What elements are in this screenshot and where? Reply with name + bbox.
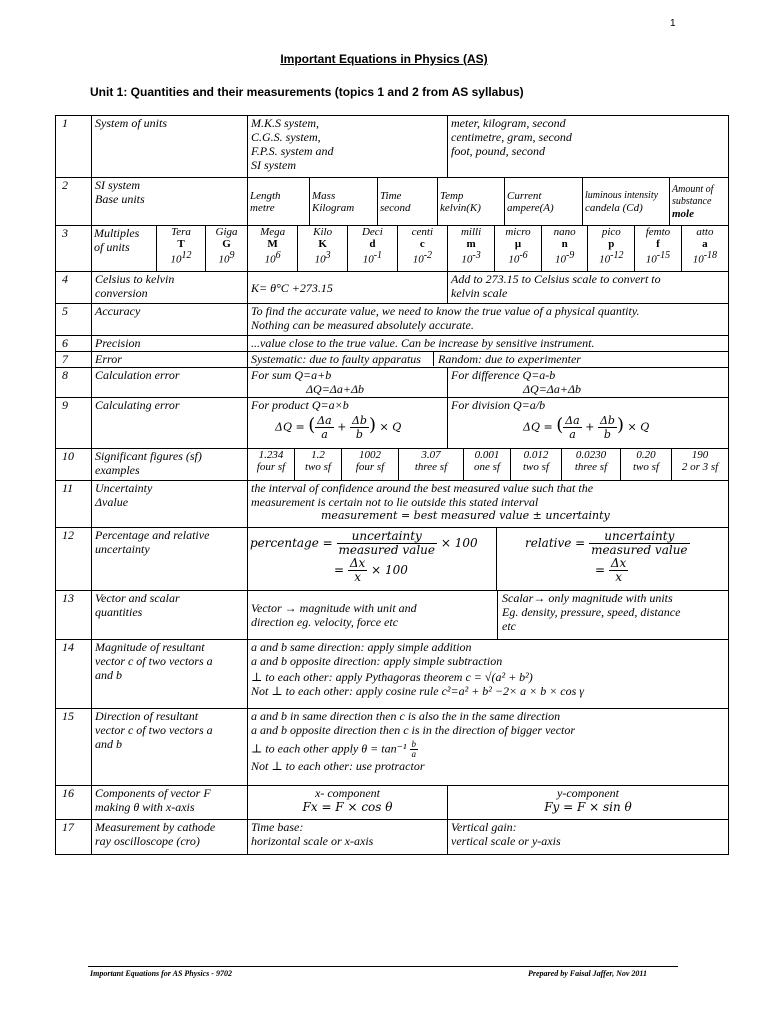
prefix-power: -12 [610,250,624,261]
unit-name: metre [250,201,275,214]
footer-divider [88,966,678,967]
text-line: Not ⊥ to each other: use protractor [251,759,425,773]
prefix-power: -15 [656,250,671,261]
text-line: Magnitude of resultant [95,640,205,654]
formula-part: + [585,420,595,434]
text-line: ⊥ to each other: apply Pythagoras theorem c = √(a² + b²) [251,670,533,684]
fraction-den: b [355,428,363,441]
percentage-formula-2 [250,557,494,584]
row-label [92,640,248,709]
vertical-gain [448,820,729,855]
text-line: ΔQ=Δa+Δb [306,382,364,396]
percentage-formula [250,530,494,557]
text-line: examples [95,463,140,477]
text-line: Significant figures (sf) [95,449,202,463]
sf-count: two sf [305,461,331,473]
text-line: a and b opposite direction then c is in the direction of bigger vector [251,723,576,737]
table-row [56,640,729,709]
formula-part: = [595,563,606,577]
unit-name: kelvin(K) [440,201,481,214]
text-line: of units [94,240,130,254]
vector-scalar-cell [248,591,729,640]
text-line: ray oscilloscope (cro) [95,834,200,848]
text-line: quantities [95,605,143,619]
prefix-symbol: m [466,238,476,250]
units-list [448,116,729,178]
random-error: Random: due to experimenter [434,352,729,366]
text-line: vertical scale or y-axis [451,834,561,848]
footer-right: Prepared by Faisal Jaffer, Nov 2011 [528,969,647,978]
formula-part: × 100 [440,536,478,550]
row-number: 14 [56,640,92,709]
table-row [56,398,729,449]
prefix-power: -3 [472,250,481,261]
fraction-den: measured value [591,543,688,557]
row-label [92,449,248,481]
prefix-name: Mega [260,226,286,238]
fraction-num: uncertainty [337,530,437,544]
row-label: Error [92,352,248,368]
text-line: Base units [95,192,145,206]
row-label [92,591,248,640]
prefix-power: 9 [229,250,235,261]
prefix-symbol: n [561,238,568,250]
text-line: a and b opposite direction: apply simple subtraction [251,654,503,668]
text-line: y-component [557,786,619,800]
formula-part: = [334,563,345,577]
table-row [56,528,729,591]
row-number: 4 [56,272,92,304]
text-line: centimetre, gram, second [451,130,572,144]
text-line: conversion [95,286,148,300]
prefix-symbol: d [369,238,376,250]
kelvin-formula: K= θ°C +273.15 [248,272,448,304]
fraction-den: b [603,428,611,441]
text-line: the interval of confidence around the best measured value such that the [251,481,594,495]
sum-error [248,368,448,398]
row-number: 12 [56,528,92,591]
product-error [248,398,448,449]
fraction-num: Δb [599,414,615,427]
difference-error [448,368,729,398]
prefix-name: Giga [215,226,238,238]
time-base [248,820,448,855]
error-cell [248,352,729,368]
formula-part: × Q [627,420,650,434]
prefix-cell-group: milli m $10^{-3}$ micro μ $10^{-6}$ nano n $10^{-9}$ pico p $10^{-12}$ femto f $10^{-15}$ atto a $10^{-18}$ [448,226,729,272]
row-label [92,528,248,591]
row-number: 6 [56,336,92,352]
quantity-name: Current [507,189,542,202]
prefix-symbol: f [656,238,660,250]
sf-value: 3.07 [421,449,441,461]
text-line: and b [95,668,122,682]
sf-count: 2 or 3 sf [681,461,719,473]
table-row [56,116,729,178]
prefix-power: 6 [275,250,281,261]
fraction-den: x [615,570,622,584]
table-row [56,272,729,304]
text-line: Time base: [251,820,304,834]
table-row [56,304,729,336]
y-component [448,786,729,820]
quantity-name: luminous intensity [585,189,659,201]
text-line: uncertainty [95,542,150,556]
text-line: Components of vector F [95,786,211,800]
text-line: For product Q=a×b [251,398,349,412]
unit-heading: Unit 1: Quantities and their measurements (topics 1 and 2 from AS syllabus) [90,85,524,99]
unit-name: mole [672,207,694,220]
prefix-name: Deci [361,226,383,238]
fraction-num: Δa [565,414,580,427]
fraction-den: x [354,570,361,584]
text-line: Uncertainty [95,481,153,495]
text-line: etc [502,619,516,633]
text-line: a and b same direction: apply simple addition [251,640,472,654]
text-line: direction eg. velocity, force etc [251,615,399,629]
row-label [92,709,248,786]
footer-left: Important Equations for AS Physics - 9702 [90,969,232,978]
prefix-symbol: p [608,238,615,250]
prefix-name: Tera [171,226,191,238]
systems-list [248,116,448,178]
relative-formula-2 [499,557,726,584]
fraction-den: measured value [338,543,435,557]
sf-value: 0.20 [636,449,656,461]
sf-value: 190 [691,449,709,461]
text-line: a and b in same direction then c is also the in the same direction [251,709,561,723]
precision-text: ...value close to the true value. Can be increase by sensitive instrument. [248,336,729,352]
sf-count: three sf [574,461,608,473]
row-number: 10 [56,449,92,481]
text-line: For sum Q=a+b [251,368,332,382]
text-line: Fx = F × cos θ [302,800,393,814]
systematic-error: Systematic: due to faulty apparatus [251,352,421,366]
prefix-power: -6 [519,250,528,261]
text-line: Vector and scalar [95,591,180,605]
text-line: Vertical gain: [451,820,517,834]
text-line: vector c of two vectors a [95,723,213,737]
row-number: 1 [56,116,92,178]
sf-count: three sf [414,461,448,473]
text-line: Vector → magnitude with unit and [251,601,417,615]
sf-value: 0.001 [474,449,500,461]
prefix-name: Kilo [313,226,333,238]
text-line: SI system [251,158,296,172]
sf-count: four sf [256,461,286,473]
sf-count: two sf [523,461,549,473]
row-number: 2 [56,178,92,226]
text-line: To find the accurate value, we need to know the true value of a physical quantity. [251,304,640,318]
kelvin-note [448,272,729,304]
text-line: x- component [315,786,380,800]
formula-part: ΔQ = [523,420,553,434]
sf-value: 1.2 [311,449,325,461]
prefix-cell-group: Mega M $10^6$ Kilo K $10^3$ Deci d $10^{-1}$ centi c $10^{-2}$ [248,226,448,272]
table-row [56,786,729,820]
unit-name: candela (Cd) [585,201,643,214]
row-number: 13 [56,591,92,640]
page-title: Important Equations in Physics (AS) [280,52,488,66]
row-label [92,820,248,855]
row-number: 17 [56,820,92,855]
x-component [248,786,448,820]
text-line: Δvalue [95,495,129,509]
row-number: 11 [56,481,92,528]
sig-fig-examples [248,449,729,481]
text-line: making θ with x-axis [95,800,195,814]
prefix-power: 12 [181,250,192,261]
text-line: C.G.S. system, [251,130,321,144]
table-row [56,178,729,226]
prefix-symbol: T [177,238,185,250]
prefix-symbol: G [222,238,231,250]
quantity-name: Length [250,189,281,202]
text-line: Fy = F × sin θ [544,800,632,814]
text-line: Percentage and relative [95,528,210,542]
fraction-num: b [411,739,417,749]
table-row [56,709,729,786]
table-row [56,481,729,528]
division-formula: ΔQ = ( $\frac{\Delta a}{a}$ + $\frac{\Delta b}{b}$ ) × Q [523,414,650,441]
sf-count: four sf [355,461,385,473]
row-label [92,178,248,226]
text-line: SI system [95,178,140,192]
formula-part: ⊥ to each other apply θ = tan⁻¹ [251,741,407,756]
unit-name: ampere(A) [507,201,554,214]
row-label: Precision [92,336,248,352]
text-line: kelvin scale [451,286,508,300]
unit-name: Kilogram [312,201,355,214]
prefix-name: pico [601,226,621,238]
row-label: Accuracy [92,304,248,336]
prefix-name: femto [645,226,671,238]
product-formula: ΔQ = ( $\frac{\Delta a}{a}$ + $\frac{\Delta b}{b}$ ) × Q [275,414,402,441]
text-line: Multiples [94,226,140,240]
table-row [56,336,729,352]
formula-part: percentage = [250,536,333,550]
accuracy-text [248,304,729,336]
text-line: Scalar→ only magnitude with units [502,591,673,605]
prefix-name: centi [411,226,434,238]
text-line: ΔQ=Δa+Δb [523,382,581,396]
quantity-name: Mass [312,189,336,202]
fraction-num: uncertainty [589,530,689,544]
prefix-power: -18 [703,250,718,261]
text-line: foot, pound, second [451,144,545,158]
row-label: Calculation error [92,368,248,398]
quantity-name: Temp [440,189,464,202]
row-label: Multiples of units Tera T $10^{12}$ Giga G $10^9$ [92,226,248,272]
prefix-symbol: a [702,238,708,250]
page-number: 1 [670,18,676,29]
text-line: Celsius to kelvin [95,272,175,286]
sf-value: 0.012 [523,449,549,461]
quantity-name: Time [380,189,402,202]
formula-part: ΔQ = [275,420,305,434]
text-line: meter, kilogram, second [451,116,566,130]
text-line: Not ⊥ to each other: apply cosine rule c²=a² + b² −2× a × b × cos γ [251,684,585,698]
relative-formula [499,530,726,557]
prefix-power: -9 [565,250,575,261]
prefix-symbol: M [267,238,278,250]
row-number: 3 [56,226,92,272]
prefix-power: 3 [325,250,331,261]
percentage-relative-cell [248,528,729,591]
prefix-symbol: μ [514,238,522,250]
fraction-num: Δx [610,556,627,570]
row-number: 15 [56,709,92,786]
sf-value: 1.234 [258,449,284,461]
text-line: M.K.S system, [251,116,319,130]
equations-table [55,115,729,855]
quantity-name: Amount of substance [672,183,714,207]
text-line: Eg. density, pressure, speed, distance [502,605,681,619]
row-label [92,481,248,528]
sf-value: 0.0230 [575,449,607,461]
angle-formula [251,740,725,759]
sf-count: one sf [474,461,500,473]
prefix-power: -2 [423,250,433,261]
formula-part: × Q [379,420,402,434]
uncertainty-formula: measurement = best measured value ± uncertainty [321,509,610,522]
sf-count: two sf [633,461,659,473]
formula-part: relative = [525,536,586,550]
fraction-den: a [321,428,328,441]
text-line: Measurement by cathode [95,820,216,834]
text-line: vector c of two vectors a [95,654,213,668]
text-line: and b [95,737,122,751]
text-line: For difference Q=a-b [451,368,556,382]
prefix-symbol: K [318,238,327,250]
prefix-name: milli [460,226,482,238]
row-label [92,272,248,304]
text-line: measurement is certain not to lie outside this stated interval [251,495,539,509]
unit-name: second [380,201,411,214]
division-error [448,398,729,449]
row-label: Calculating error [92,398,248,449]
prefix-power: -1 [373,250,383,261]
text-line: For division Q=a/b [451,398,546,412]
row-label [92,786,248,820]
row-number: 8 [56,368,92,398]
text-line: Add to 273.15 to Celsius scale to convert to [451,272,661,286]
uncertainty-text [248,481,729,528]
prefix-name: nano [553,226,576,238]
text-line: horizontal scale or x-axis [251,834,374,848]
table-row [56,352,729,368]
fraction-num: Δb [351,414,367,427]
sf-value: 1002 [359,449,381,461]
fraction-den: a [411,749,417,759]
row-label: System of units [92,116,248,178]
fraction-num: Δx [349,556,366,570]
row-number: 9 [56,398,92,449]
prefix-name: micro [505,226,531,238]
formula-part: × 100 [371,563,408,577]
table-row [56,368,729,398]
base-units-cell [248,178,729,226]
row-number: 5 [56,304,92,336]
text-line: F.P.S. system and [251,144,334,158]
text-line: Direction of resultant [95,709,199,723]
resultant-magnitude [248,640,729,709]
fraction-num: Δa [317,414,332,427]
row-number: 16 [56,786,92,820]
table-row [56,591,729,640]
table-row [56,449,729,481]
row-number: 7 [56,352,92,368]
prefix-name: atto [696,226,714,238]
table-row [56,226,729,272]
text-line: Nothing can be measured absolutely accurate. [251,318,474,332]
prefix-symbol: c [419,238,425,250]
resultant-direction [248,709,729,786]
formula-part: + [337,420,347,434]
fraction-den: a [569,428,576,441]
table-row [56,820,729,855]
